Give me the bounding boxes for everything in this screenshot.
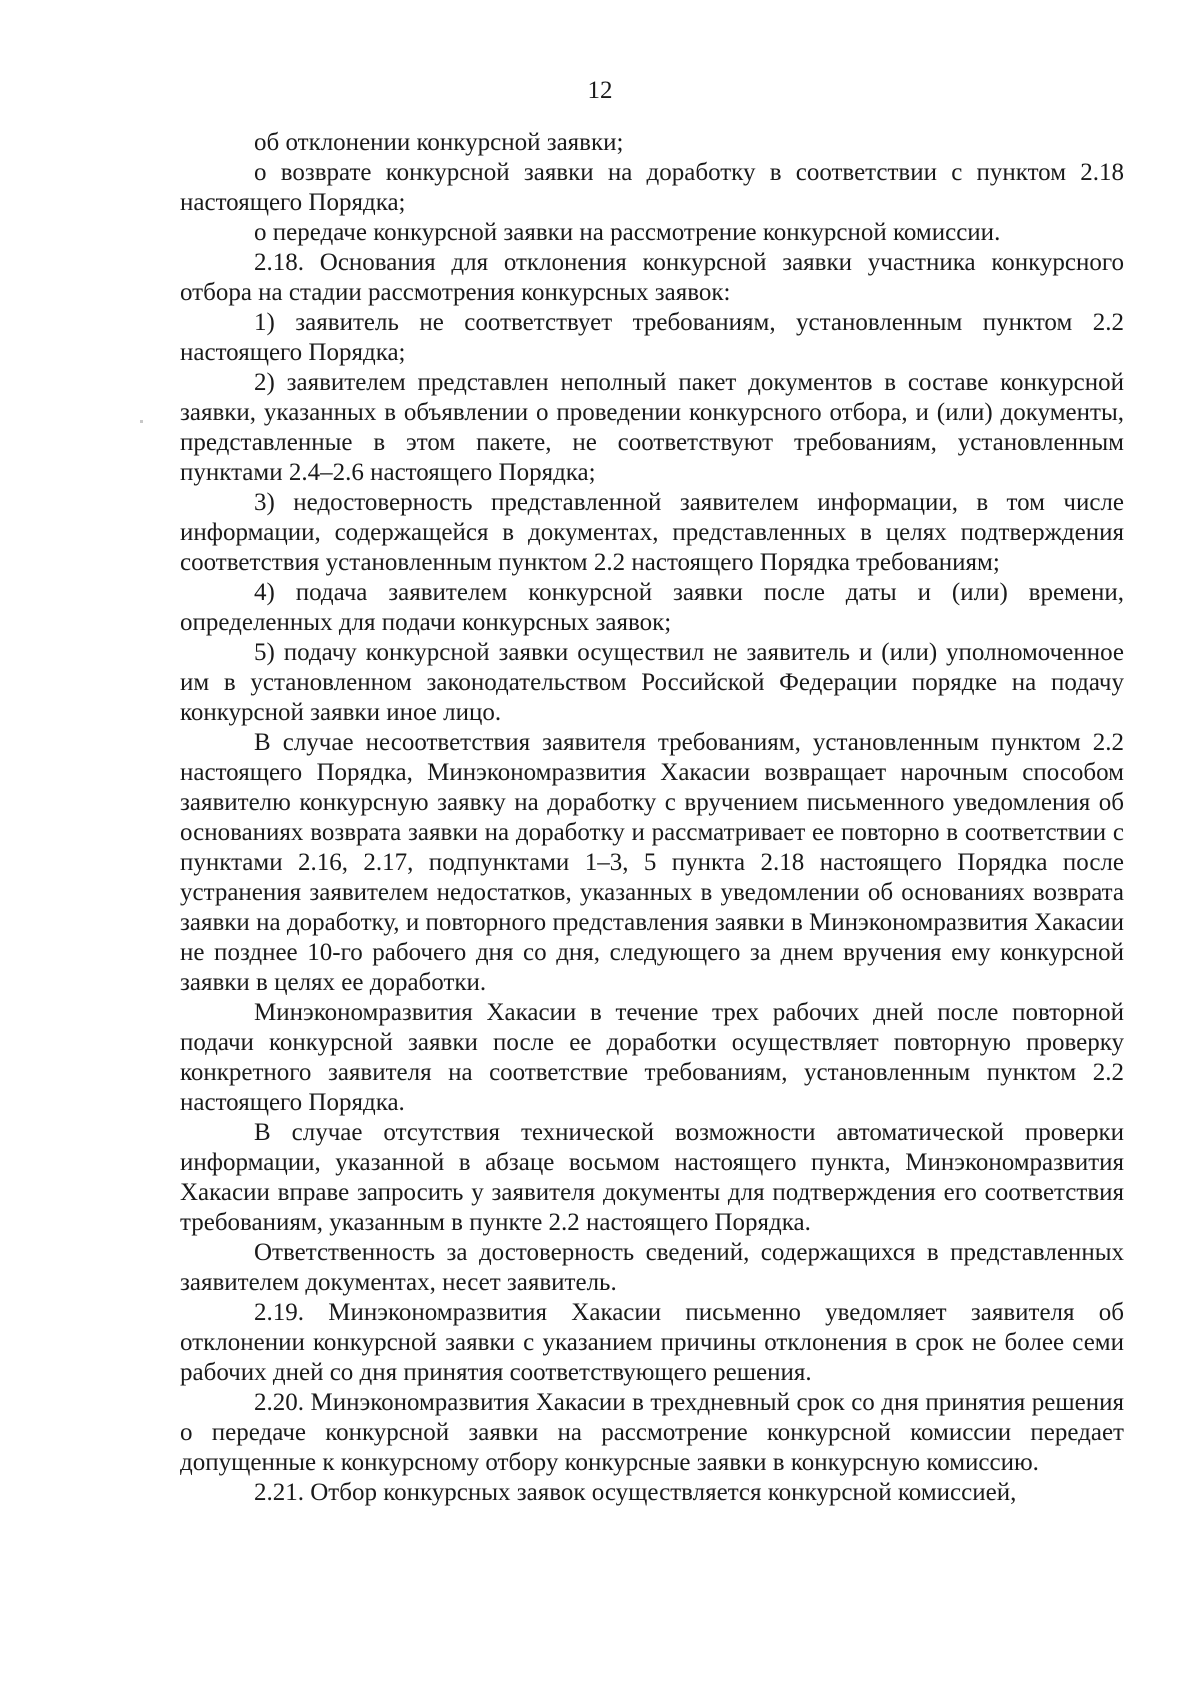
paragraph: 2.20. Минэкономразвития Хакасии в трехдневный срок со дня принятия решения о передаче конкурсной заявки на рассмотрение конкурсной комиссии передает допущенные к конкурсному отбору конкурсные заявки в конкурсную комиссию. [180,1389,1124,1476]
document-body [180,128,1124,1508]
paragraph: об отклонении конкурсной заявки; [254,129,624,156]
paragraph: В случае отсутствия технической возможности автоматической проверки информации, указанной в абзаце восьмом настоящего пункта, Минэкономразвития Хакасии вправе запросить у заявителя документы для подтверждения его соответствия требованиям, указанным в пункте 2.2 настоящего Порядка. [180,1119,1124,1236]
paragraph: 1) заявитель не соответствует требованиям, установленным пунктом 2.2 настоящего Порядка; [180,309,1124,366]
page-number: 12 [587,77,613,104]
paragraph: Ответственность за достоверность сведений, содержащихся в представленных заявителем документах, несет заявитель. [180,1239,1124,1296]
paragraph: Минэкономразвития Хакасии в течение трех рабочих дней после повторной подачи конкурсной заявки после ее доработки осуществляет повторную проверку конкретного заявителя на соответствие требованиям, установленным пунктом 2.2 настоящего Порядка. [180,999,1124,1116]
scan-artifact [140,420,143,423]
paragraph: 3) недостоверность представленной заявителем информации, в том числе информации, содержащейся в документах, представленных в целях подтверждения соответствия установленным пунктом 2.2 настоящего Порядка требованиям; [180,489,1124,576]
paragraph: 2.19. Минэкономразвития Хакасии письменно уведомляет заявителя об отклонении конкурсной заявки с указанием причины отклонения в срок не более семи рабочих дней со дня принятия соответствующего решения. [180,1299,1124,1386]
paragraph: о передаче конкурсной заявки на рассмотрение конкурсной комиссии. [254,219,1001,246]
paragraph: 2) заявителем представлен неполный пакет документов в составе конкурсной заявки, указанных в объявлении о проведении конкурсного отбора, и (или) документы, представленные в этом пакете, не соответствуют требованиям, установленным пунктами 2.4–2.6 настоящего Порядка; [180,369,1124,486]
paragraph: о возврате конкурсной заявки на доработку в соответствии с пунктом 2.18 настоящего Порядка; [180,159,1124,216]
paragraph: 2.21. Отбор конкурсных заявок осуществляется конкурсной комиссией, [254,1479,1017,1506]
paragraph: 2.18. Основания для отклонения конкурсной заявки участника конкурсного отбора на стадии рассмотрения конкурсных заявок: [180,249,1124,306]
paragraph: 4) подача заявителем конкурсной заявки после даты и (или) времени, определенных для подачи конкурсных заявок; [180,579,1124,636]
paragraph: В случае несоответствия заявителя требованиям, установленным пунктом 2.2 настоящего Порядка, Минэкономразвития Хакасии возвращает нарочным способом заявителю конкурсную заявку на доработку с вручением письменного уведомления об основаниях возврата заявки на доработку и рассматривает ее повторно в соответствии с пунктами 2.16, 2.17, подпунктами 1–3, 5 пункта 2.18 настоящего Порядка после устранения заявителем недостатков, указанных в уведомлении об основаниях возврата заявки на доработку, и повторного представления заявки в Минэкономразвития Хакасии не позднее 10-го рабочего дня со дня, следующего за днем вручения ему конкурсной заявки в целях ее доработки. [180,729,1124,996]
paragraph: 5) подачу конкурсной заявки осуществил не заявитель и (или) уполномоченное им в установленном законодательством Российской Федерации порядке на подачу конкурсной заявки иное лицо. [180,639,1124,726]
